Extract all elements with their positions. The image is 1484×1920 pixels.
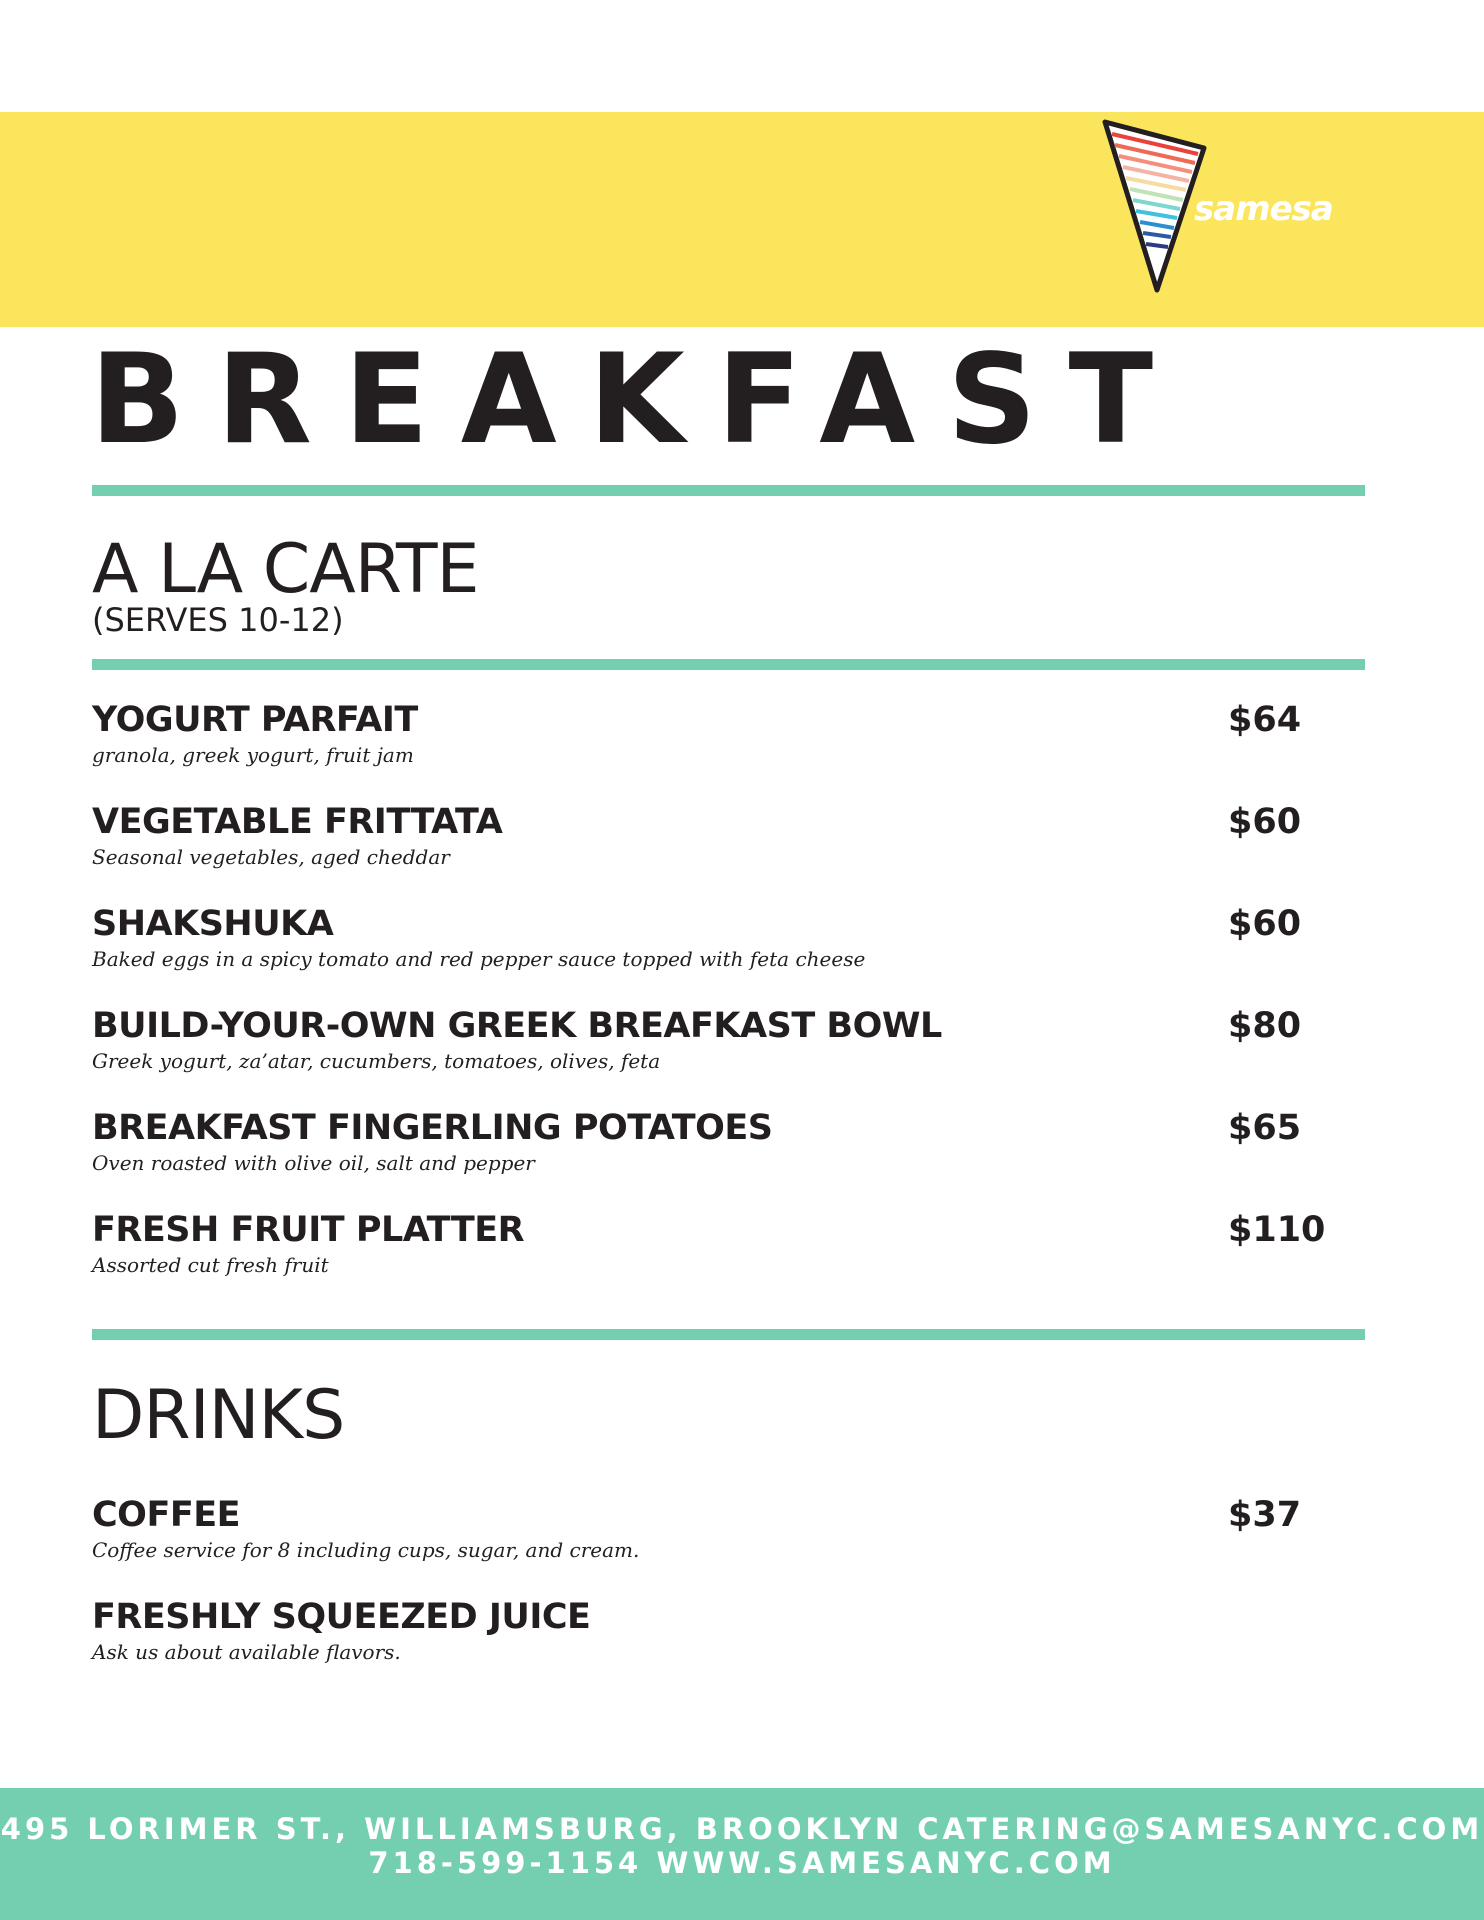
divider-a-la-carte bbox=[92, 659, 1365, 670]
item-price: $60 bbox=[1228, 904, 1302, 944]
footer-address-email: 495 LORIMER ST., WILLIAMSBURG, BROOKLYN CATERING@SAMESANYC.COM bbox=[0, 1812, 1484, 1846]
menu-item bbox=[92, 904, 1365, 1009]
samesa-logo bbox=[1100, 118, 1370, 298]
menu-item bbox=[92, 1495, 1365, 1600]
drinks-list bbox=[92, 1495, 1365, 1702]
item-price: $80 bbox=[1228, 1006, 1302, 1046]
item-name: COFFEE bbox=[92, 1495, 241, 1535]
menu-item bbox=[92, 1210, 1365, 1315]
logo-wordmark: samesa bbox=[1194, 189, 1333, 229]
item-price: $65 bbox=[1228, 1108, 1302, 1148]
footer-contact bbox=[0, 1788, 1484, 1920]
a-la-carte-list bbox=[92, 700, 1365, 1315]
samesa-logo-mark bbox=[1100, 118, 1370, 298]
item-price: $110 bbox=[1228, 1210, 1326, 1250]
item-name: SHAKSHUKA bbox=[92, 904, 334, 944]
menu-item bbox=[92, 1006, 1365, 1111]
item-description: Ask us about available flavors. bbox=[92, 1640, 401, 1664]
menu-item bbox=[92, 1597, 1365, 1702]
menu-item bbox=[92, 1108, 1365, 1213]
item-description: granola, greek yogurt, fruit jam bbox=[92, 743, 414, 767]
menu-item bbox=[92, 802, 1365, 907]
item-price: $60 bbox=[1228, 802, 1302, 842]
item-description: Oven roasted with olive oil, salt and pepper bbox=[92, 1151, 535, 1175]
item-description: Seasonal vegetables, aged cheddar bbox=[92, 845, 450, 869]
item-name: FRESH FRUIT PLATTER bbox=[92, 1210, 525, 1250]
page-title: BREAKFAST bbox=[90, 328, 1186, 472]
item-description: Assorted cut fresh fruit bbox=[92, 1253, 329, 1277]
item-name: BREAKFAST FINGERLING POTATOES bbox=[92, 1108, 773, 1148]
item-description: Baked eggs in a spicy tomato and red pepper sauce topped with feta cheese bbox=[92, 947, 866, 971]
divider-drinks bbox=[92, 1329, 1365, 1340]
item-name: BUILD-YOUR-OWN GREEK BREAFKAST BOWL bbox=[92, 1006, 942, 1046]
item-price: $64 bbox=[1228, 700, 1302, 740]
item-name: FRESHLY SQUEEZED JUICE bbox=[92, 1597, 591, 1637]
item-description: Greek yogurt, za’atar, cucumbers, tomatoes, olives, feta bbox=[92, 1049, 661, 1073]
item-name: YOGURT PARFAIT bbox=[92, 700, 418, 740]
divider-top bbox=[92, 485, 1365, 496]
section-heading-a-la-carte: A LA CARTE bbox=[92, 530, 479, 609]
menu-item bbox=[92, 700, 1365, 805]
item-name: VEGETABLE FRITTATA bbox=[92, 802, 503, 842]
section-heading-drinks: DRINKS bbox=[92, 1376, 345, 1455]
serves-note: (SERVES 10-12) bbox=[92, 601, 344, 639]
item-price: $37 bbox=[1228, 1495, 1302, 1535]
item-description: Coffee service for 8 including cups, sugar, and cream. bbox=[92, 1538, 640, 1562]
footer-phone-website: 718-599-1154 WWW.SAMESANYC.COM bbox=[368, 1846, 1116, 1880]
